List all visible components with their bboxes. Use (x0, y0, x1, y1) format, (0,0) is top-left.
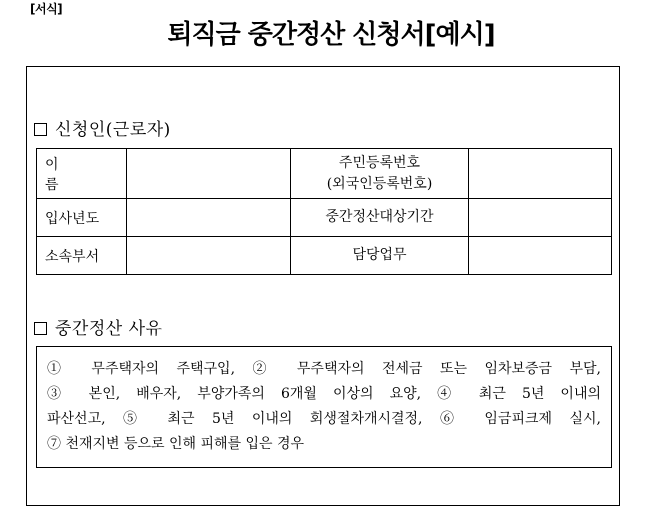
applicant-heading-text: 신청인(근로자) (55, 120, 171, 140)
table-row (37, 237, 612, 275)
hire-year-label: 입사년도 (37, 199, 127, 237)
settlement-period-field[interactable] (469, 199, 612, 237)
applicant-section-heading (34, 115, 171, 140)
department-label: 소속부서 (37, 237, 127, 275)
name-label: 이 름 (37, 149, 127, 199)
hire-year-field[interactable] (127, 199, 291, 237)
name-field[interactable] (127, 149, 291, 199)
reason-line: ⑦ 천재지변 등으로 인해 피해를 입은 경우 (47, 436, 305, 452)
checkbox-square-icon (34, 322, 47, 335)
duty-label: 담당업무 (291, 237, 469, 275)
reason-line: ③ 본인, 배우자, 부양가족의 6개월 이상의 요양, ④ 최근 5년 이내의 (47, 386, 601, 402)
resident-number-label-line1: 주민등록번호 (338, 154, 421, 171)
table-row (37, 149, 612, 199)
reason-section-heading (34, 314, 162, 339)
duty-field[interactable] (469, 237, 612, 275)
table-row (37, 199, 612, 237)
resident-number-label (291, 149, 469, 199)
applicant-table (36, 148, 612, 275)
department-field[interactable] (127, 237, 291, 275)
reason-box (36, 346, 612, 468)
reason-line: 파산선고, ⑤ 최근 5년 이내의 회생절차개시결정, ⑥ 임금피크제 실시, (47, 411, 601, 427)
checkbox-square-icon (34, 123, 47, 136)
settlement-period-label: 중간정산대상기간 (291, 199, 469, 237)
reason-heading-text: 중간정산 사유 (55, 319, 163, 339)
reason-line: ① 무주택자의 주택구입, ② 무주택자의 전세금 또는 임차보증금 부담, (47, 361, 601, 377)
document-title: 퇴직금 중간정산 신청서[예시] (167, 20, 495, 50)
resident-number-field[interactable] (469, 149, 612, 199)
resident-number-label-line2: (외국인등록번호) (326, 175, 433, 192)
form-tag: [서식] (30, 2, 63, 16)
